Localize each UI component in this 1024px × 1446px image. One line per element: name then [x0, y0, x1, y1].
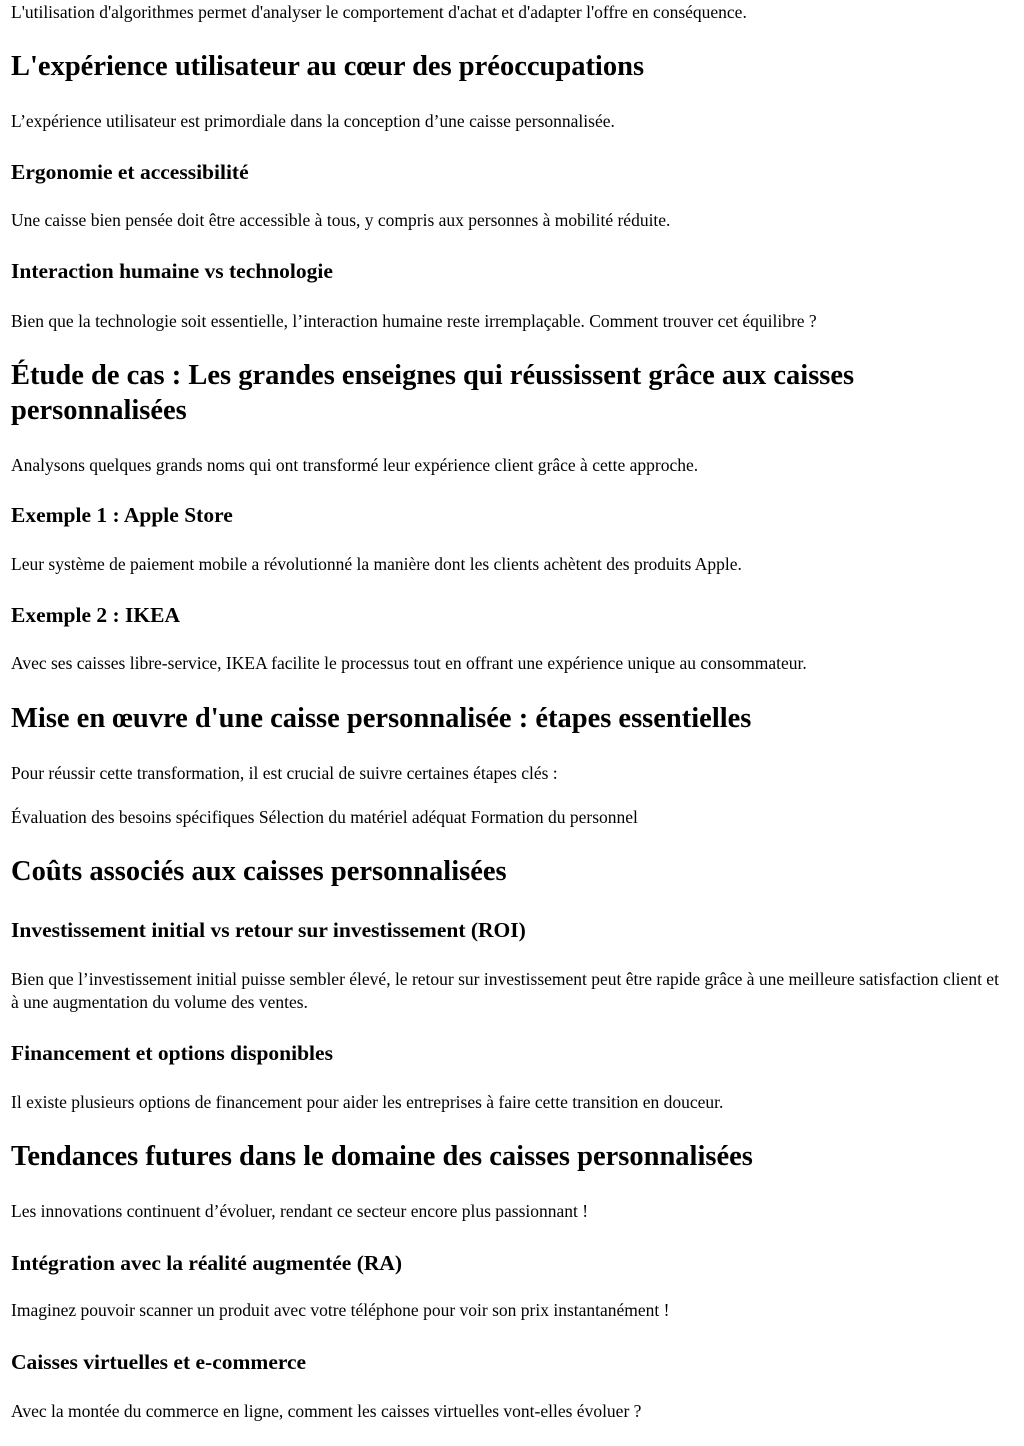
example2-paragraph: Avec ses caisses libre-service, IKEA facilite le processus tout en offrant une expérience unique au consommateur.	[11, 653, 807, 673]
ar-heading: Intégration avec la réalité augmentée (RA)	[11, 1251, 403, 1275]
example1-heading: Exemple 1 : Apple Store	[11, 503, 233, 527]
implementation-heading: Mise en œuvre d'une caisse personnalisée : étapes essentielles	[11, 703, 752, 734]
financing-heading: Financement et options disponibles	[11, 1041, 333, 1065]
trends-intro-paragraph: Les innovations continuent d’évoluer, rendant ce secteur encore plus passionnant !	[11, 1201, 589, 1221]
example1-paragraph: Leur système de paiement mobile a révolutionné la manière dont les clients achètent des produits Apple.	[11, 554, 742, 574]
financing-paragraph: Il existe plusieurs options de financement pour aider les entreprises à faire cette transition en douceur.	[11, 1092, 724, 1112]
ar-paragraph: Imaginez pouvoir scanner un produit avec votre téléphone pour voir son prix instantanément !	[11, 1300, 670, 1320]
interaction-paragraph: Bien que la technologie soit essentielle, l’interaction humaine reste irremplaçable. Comment trouver cet équilibre ?	[11, 311, 817, 331]
case-study-heading: Étude de cas : Les grandes enseignes qui réussissent grâce aux caisses personnalisées	[11, 360, 855, 426]
costs-heading: Coûts associés aux caisses personnalisées	[11, 856, 507, 887]
trends-heading: Tendances futures dans le domaine des caisses personnalisées	[11, 1141, 753, 1172]
roi-paragraph: Bien que l’investissement initial puisse sembler élevé, le retour sur investissement peut être rapide grâce à une meilleure satisfaction client et à une augmentation du volume des ventes.	[11, 969, 999, 1012]
virtual-paragraph: Avec la montée du commerce en ligne, comment les caisses virtuelles vont-elles évoluer ?	[11, 1401, 642, 1421]
example2-heading: Exemple 2 : IKEA	[11, 603, 181, 627]
virtual-heading: Caisses virtuelles et e-commerce	[11, 1350, 307, 1374]
ux-intro-paragraph: L’expérience utilisateur est primordiale dans la conception d’une caisse personnalisée.	[11, 111, 615, 131]
ergonomie-paragraph: Une caisse bien pensée doit être accessible à tous, y compris aux personnes à mobilité réduite.	[11, 210, 671, 230]
case-study-intro-paragraph: Analysons quelques grands noms qui ont transformé leur expérience client grâce à cette approche.	[11, 455, 699, 475]
implementation-steps-paragraph: Évaluation des besoins spécifiques Sélection du matériel adéquat Formation du personnel	[11, 807, 638, 827]
interaction-heading: Interaction humaine vs technologie	[11, 259, 333, 283]
ux-heading: L'expérience utilisateur au cœur des préoccupations	[11, 51, 645, 82]
ergonomie-heading: Ergonomie et accessibilité	[11, 160, 249, 184]
roi-heading: Investissement initial vs retour sur investissement (ROI)	[11, 918, 526, 942]
intro-tail-paragraph: L'utilisation d'algorithmes permet d'analyser le comportement d'achat et d'adapter l'offre en conséquence.	[11, 2, 747, 22]
implementation-intro-paragraph: Pour réussir cette transformation, il est crucial de suivre certaines étapes clés :	[11, 763, 558, 783]
